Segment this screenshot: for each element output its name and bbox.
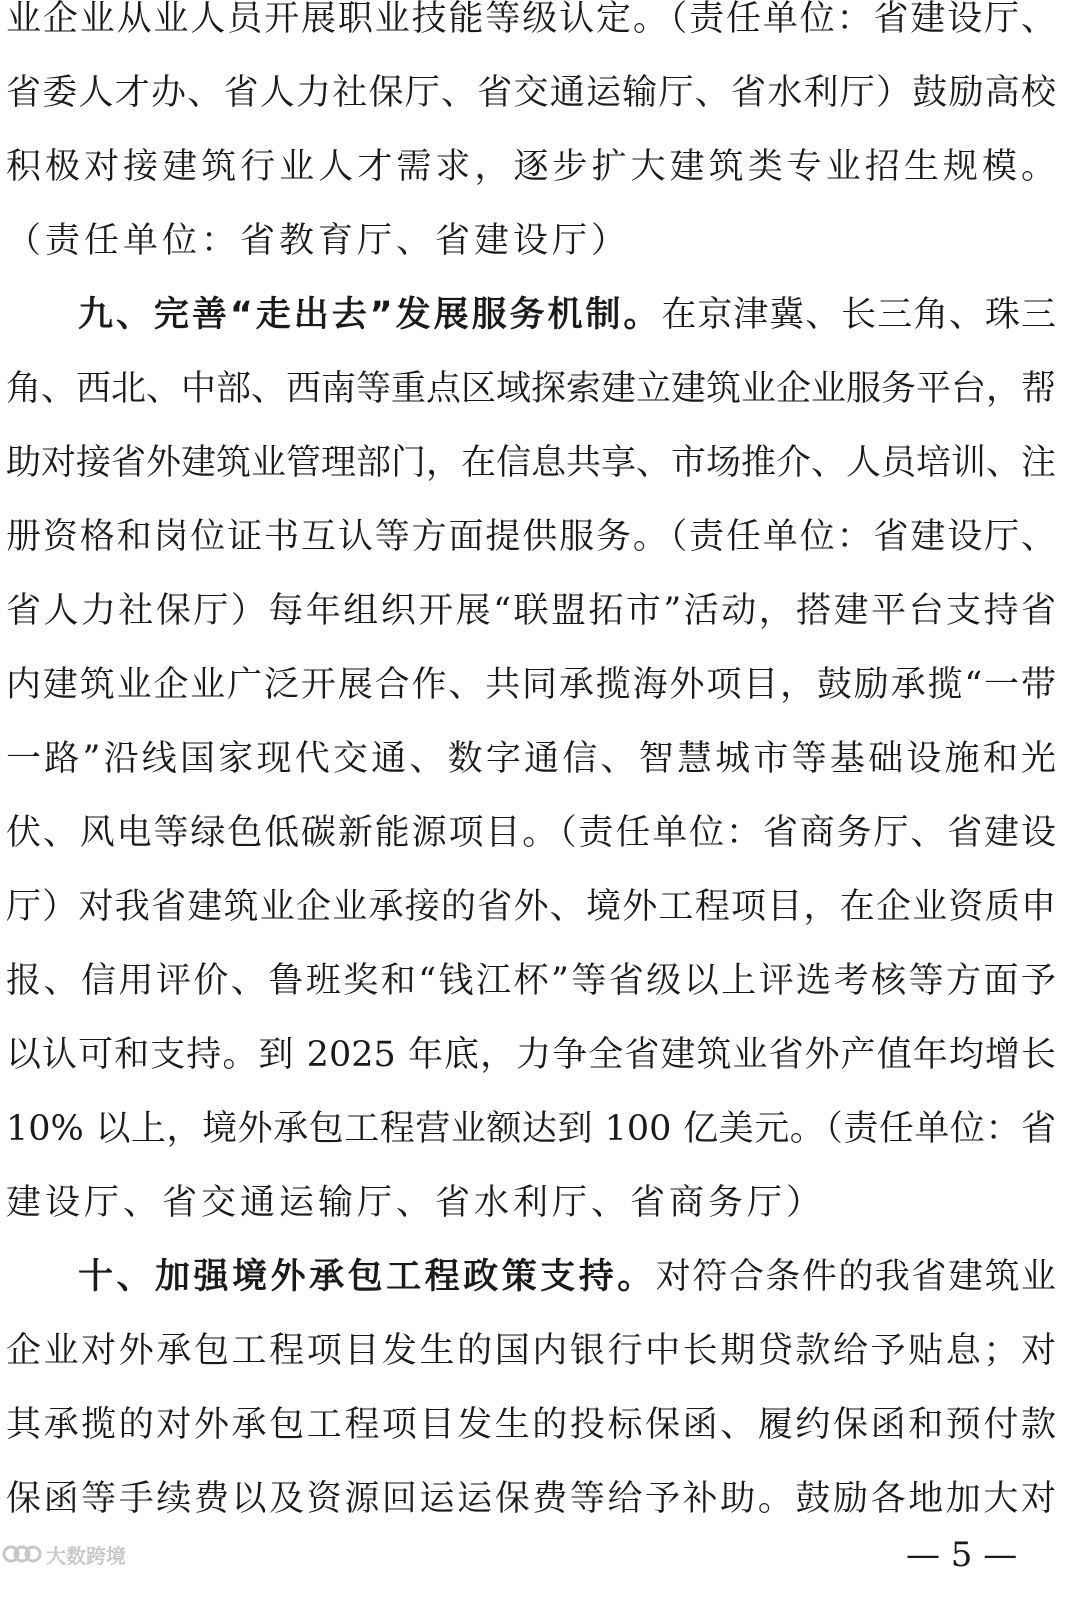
paragraph-line: 其承揽的对外承包工程项目发生的投标保函、履约保函和预付款 <box>6 1405 1056 1445</box>
paragraph-line: 厅）对我省建筑业企业承接的省外、境外工程项目，在企业资质申 <box>6 887 1056 927</box>
section-9-first-line <box>78 290 1056 340</box>
section-10-heading: 十、加强境外承包工程政策支持。 <box>78 1257 656 1297</box>
watermark <box>2 1539 126 1569</box>
paragraph-line: 伏、风电等绿色低碳新能源项目。（责任单位：省商务厅、省建设 <box>6 813 1056 853</box>
paragraph-line: 企业对外承包工程项目发生的国内银行中长期贷款给予贴息；对 <box>6 1331 1056 1371</box>
paragraph-line: （责任单位：省教育厅、省建设厅） <box>6 221 631 261</box>
paragraph-line: 省委人才办、省人力社保厅、省交通运输厅、省水利厅）鼓励高校 <box>6 73 1056 113</box>
paragraph-line: 业企业从业人员开展职业技能等级认定。（责任单位：省建设厅、 <box>6 0 1056 39</box>
paragraph-line: 建设厅、省交通运输厅、省水利厅、省商务厅） <box>6 1183 826 1223</box>
paragraph-line: 角、西北、中部、西南等重点区域探索建立建筑业企业服务平台，帮 <box>6 369 1057 409</box>
paragraph-line: 省人力社保厅）每年组织开展“联盟拓市”活动，搭建平台支持省 <box>6 591 1056 631</box>
paragraph-line: 积极对接建筑行业人才需求，逐步扩大建筑类专业招生规模。 <box>6 147 1056 187</box>
paragraph-line: 内建筑业企业广泛开展合作、共同承揽海外项目，鼓励承揽“一带 <box>6 665 1056 705</box>
page-number: — 5 — <box>906 1535 1018 1575</box>
watermark-text: 大数跨境 <box>46 1543 126 1568</box>
paragraph-line: 一路”沿线国家现代交通、数字通信、智慧城市等基础设施和光 <box>6 739 1056 779</box>
section-10-lead-text: 对符合条件的我省建筑业 <box>655 1257 1056 1297</box>
section-10-first-line <box>78 1252 1056 1302</box>
section-9-heading: 九、完善“走出去”发展服务机制。 <box>78 295 662 335</box>
paragraph-line: 以认可和支持。到 2025 年底，力争全省建筑业省外产值年均增长 <box>6 1035 1056 1075</box>
paragraph-line: 报、信用评价、鲁班奖和“钱江杯”等省级以上评选考核等方面予 <box>6 961 1056 1001</box>
watermark-logo-icon <box>2 1541 42 1567</box>
paragraph-line: 助对接省外建筑业管理部门，在信息共享、市场推介、人员培训、注 <box>6 443 1057 483</box>
section-9-lead-text: 在京津冀、长三角、珠三 <box>661 295 1056 335</box>
paragraph-line: 保函等手续费以及资源回运运保费等给予补助。鼓励各地加大对 <box>6 1479 1056 1519</box>
paragraph-line: 10% 以上，境外承包工程营业额达到 100 亿美元。（责任单位：省 <box>6 1109 1056 1149</box>
paragraph-line: 册资格和岗位证书互认等方面提供服务。（责任单位：省建设厅、 <box>6 517 1056 557</box>
